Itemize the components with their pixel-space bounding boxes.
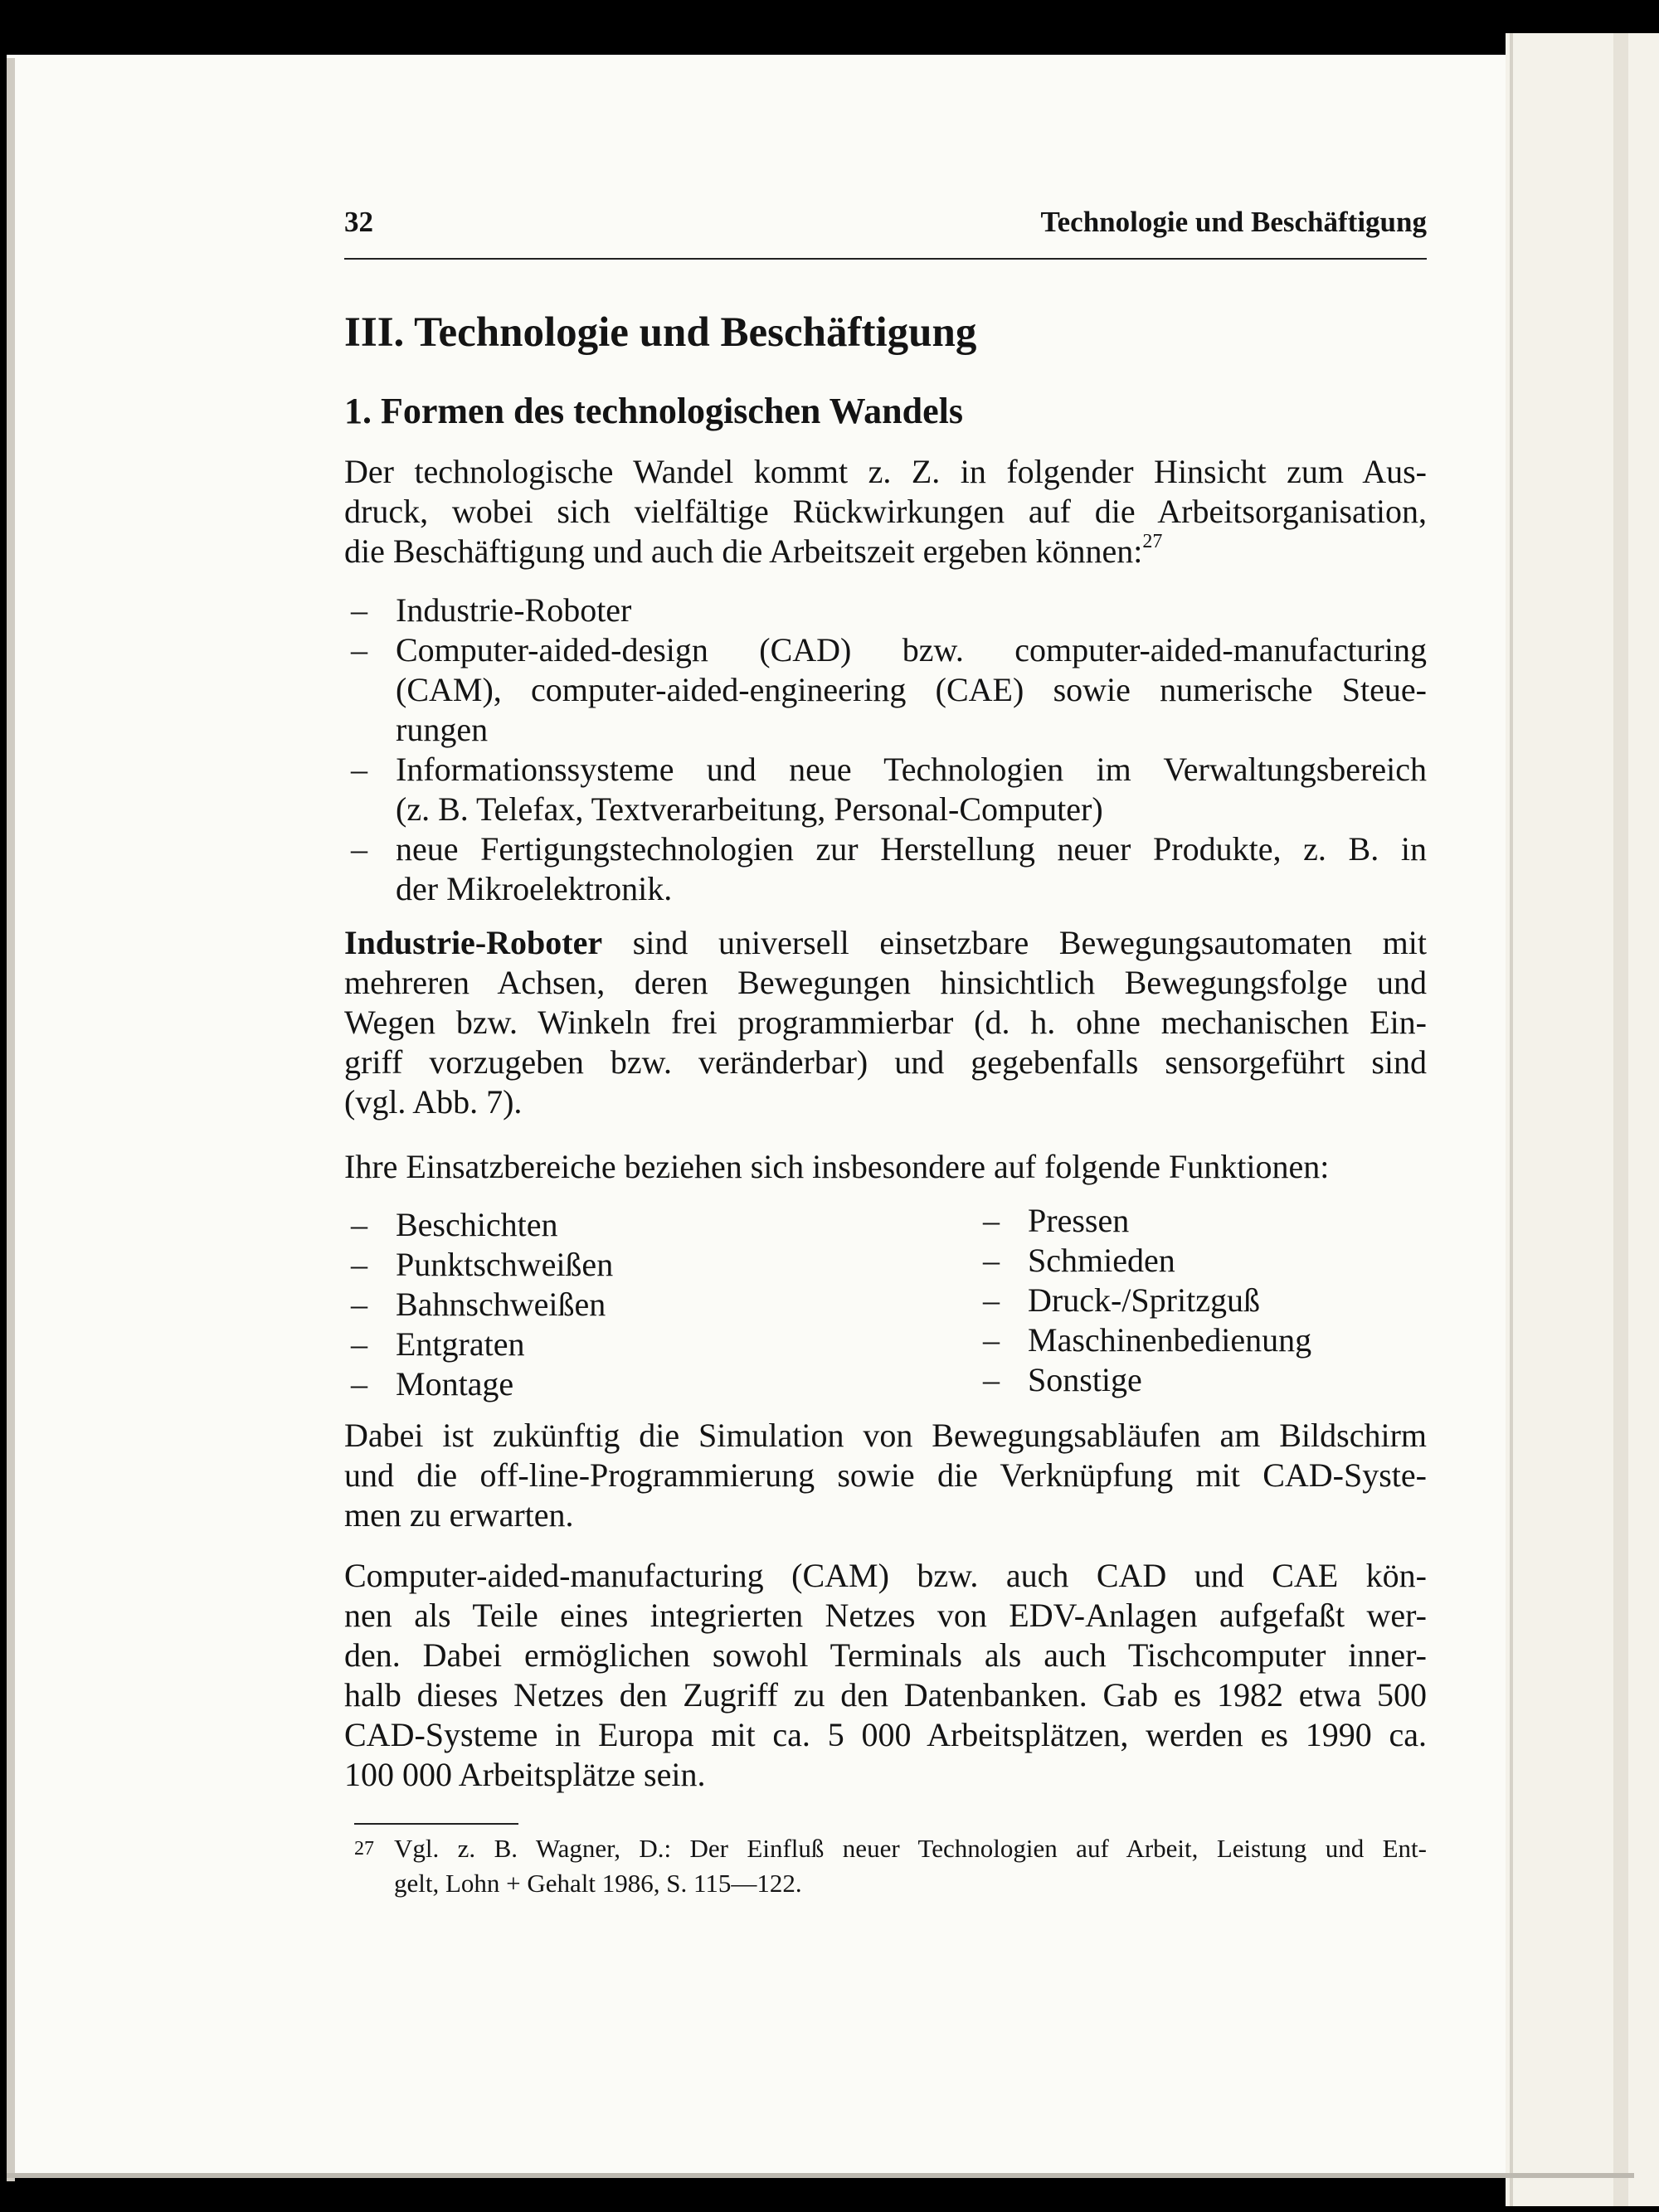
page-edge-shadow	[7, 58, 15, 2181]
dash-marker: –	[983, 1242, 1000, 1279]
list-item	[976, 1241, 1474, 1281]
list-item	[976, 1281, 1474, 1320]
dash-marker: –	[983, 1202, 1000, 1239]
list-item-text: Sonstige	[1028, 1361, 1142, 1398]
list-item-text: Computer-aided-design (CAD) bzw. computer-aided-manufacturing	[396, 631, 1427, 668]
list-item-text: Punktschweißen	[396, 1246, 614, 1283]
intro-paragraph	[344, 452, 1427, 571]
footnote-reference[interactable]: 27	[1142, 530, 1163, 552]
list-item	[344, 829, 1427, 909]
footnote	[344, 1831, 1427, 1901]
text-line: druck, wobei sich vielfältige Rückwirkungen auf die Arbeitsorganisation,	[344, 493, 1427, 530]
text-line: Der technologische Wandel kommt z. Z. in folgender Hinsicht zum Aus-	[344, 453, 1427, 490]
dash-marker: –	[983, 1321, 1000, 1359]
text-line: Computer-aided-manufacturing (CAM) bzw. auch CAD und CAE kön-	[344, 1557, 1427, 1594]
list-item-text: Informationssysteme und neue Technologien im Verwaltungsbereich	[396, 751, 1427, 788]
text-line-body: die Beschäftigung und auch die Arbeitszeit ergeben können:	[344, 532, 1143, 570]
footnote-line: gelt, Lohn + Gehalt 1986, S. 115—122.	[394, 1869, 802, 1898]
list-item-text: neue Fertigungstechnologien zur Herstellung neuer Produkte, z. B. in	[396, 830, 1427, 868]
text-line: halb dieses Netzes den Zugriff zu den Datenbanken. Gab es 1982 etwa 500	[344, 1676, 1427, 1714]
dash-marker: –	[351, 1286, 367, 1323]
book-spine	[1506, 33, 1659, 2206]
list-item	[344, 1364, 842, 1404]
list-item	[344, 750, 1427, 829]
text-line-body: sind universell einsetzbare Bewegungsautomaten mit	[632, 924, 1427, 961]
list-item	[976, 1360, 1474, 1400]
text-line: Wegen bzw. Winkeln frei programmierbar (d. h. ohne mechanischen Ein-	[344, 1004, 1427, 1041]
spine-fold	[1510, 33, 1513, 2206]
section-title: 1. Formen des technologischen Wandels	[344, 391, 964, 431]
text-line	[344, 923, 1427, 963]
spine-edge	[1613, 33, 1628, 2206]
list-item	[344, 1205, 842, 1245]
functions-list-left	[344, 1205, 842, 1404]
dash-marker: –	[351, 1206, 367, 1243]
text-line: den. Dabei ermöglichen sowohl Terminals als auch Tischcomputer inner-	[344, 1636, 1427, 1674]
dash-marker: –	[351, 1325, 367, 1363]
dash-marker: –	[351, 631, 367, 668]
list-item	[344, 591, 1427, 630]
bold-term: Industrie-Roboter	[344, 924, 603, 961]
list-item-text: Pressen	[1028, 1202, 1130, 1239]
text-line: griff vorzugeben bzw. veränderbar) und gegebenfalls sensorgeführt sind	[344, 1043, 1427, 1081]
text-line: nen als Teile eines integrierten Netzes von EDV-Anlagen aufgefaßt wer-	[344, 1597, 1427, 1634]
simulation-paragraph	[344, 1416, 1427, 1535]
cam-paragraph	[344, 1556, 1427, 1795]
footnote-line: Vgl. z. B. Wagner, D.: Der Einfluß neuer Technologien auf Arbeit, Leistung und Ent-	[394, 1834, 1427, 1863]
page-number: 32	[344, 206, 373, 238]
list-item	[976, 1320, 1474, 1360]
list-item	[344, 1325, 842, 1364]
list-item	[344, 630, 1427, 750]
functions-intro	[344, 1147, 1427, 1187]
text-line: Ihre Einsatzbereiche beziehen sich insbesondere auf folgende Funktionen:	[344, 1148, 1330, 1185]
list-item-text: Montage	[396, 1365, 514, 1403]
text-line: 100 000 Arbeitsplätze sein.	[344, 1756, 706, 1793]
dash-marker: –	[351, 830, 367, 868]
chapter-title: III. Technologie und Beschäftigung	[344, 309, 977, 356]
running-header	[344, 206, 1427, 249]
footnote-mark: 27	[354, 1838, 374, 1860]
functions-list-right	[976, 1201, 1474, 1400]
list-item-text: Druck-/Spritzguß	[1028, 1281, 1260, 1319]
text-line	[344, 532, 1427, 571]
dash-marker: –	[983, 1361, 1000, 1398]
text-line: CAD-Systeme in Europa mit ca. 5 000 Arbeitsplätzen, werden es 1990 ca.	[344, 1716, 1427, 1753]
dash-marker: –	[983, 1281, 1000, 1319]
list-item-text: (z. B. Telefax, Textverarbeitung, Personal-Computer)	[396, 790, 1103, 828]
technology-list	[344, 591, 1427, 909]
book-page	[344, 0, 1427, 2212]
dash-marker: –	[351, 1365, 367, 1403]
list-item-text: rungen	[396, 711, 489, 748]
list-item	[344, 1285, 842, 1325]
text-line: (vgl. Abb. 7).	[344, 1083, 523, 1121]
list-item	[976, 1201, 1474, 1241]
footnote-rule	[354, 1823, 518, 1825]
list-item-text: Industrie-Roboter	[396, 591, 632, 629]
dash-marker: –	[351, 751, 367, 788]
list-item-text: Entgraten	[396, 1325, 525, 1363]
list-item-text: (CAM), computer-aided-engineering (CAE) sowie numerische Steue-	[396, 671, 1427, 708]
text-line: Dabei ist zukünftig die Simulation von Bewegungsabläufen am Bildschirm	[344, 1417, 1427, 1454]
list-item-text: Maschinenbedienung	[1028, 1321, 1312, 1359]
list-item-text: Bahnschweißen	[396, 1286, 606, 1323]
list-item-text: Schmieden	[1028, 1242, 1175, 1279]
text-line: men zu erwarten.	[344, 1496, 574, 1534]
list-item-text: der Mikroelektronik.	[396, 870, 673, 907]
dash-marker: –	[351, 1246, 367, 1283]
dash-marker: –	[351, 591, 367, 629]
list-item-text: Beschichten	[396, 1206, 558, 1243]
header-rule	[344, 258, 1427, 260]
list-item	[344, 1245, 842, 1285]
text-line: und die off-line-Programmierung sowie die Verknüpfung mit CAD-Syste-	[344, 1456, 1427, 1494]
robots-paragraph	[344, 923, 1427, 1122]
text-line: mehreren Achsen, deren Bewegungen hinsichtlich Bewegungsfolge und	[344, 964, 1427, 1001]
running-title: Technologie und Beschäftigung	[1040, 206, 1427, 238]
